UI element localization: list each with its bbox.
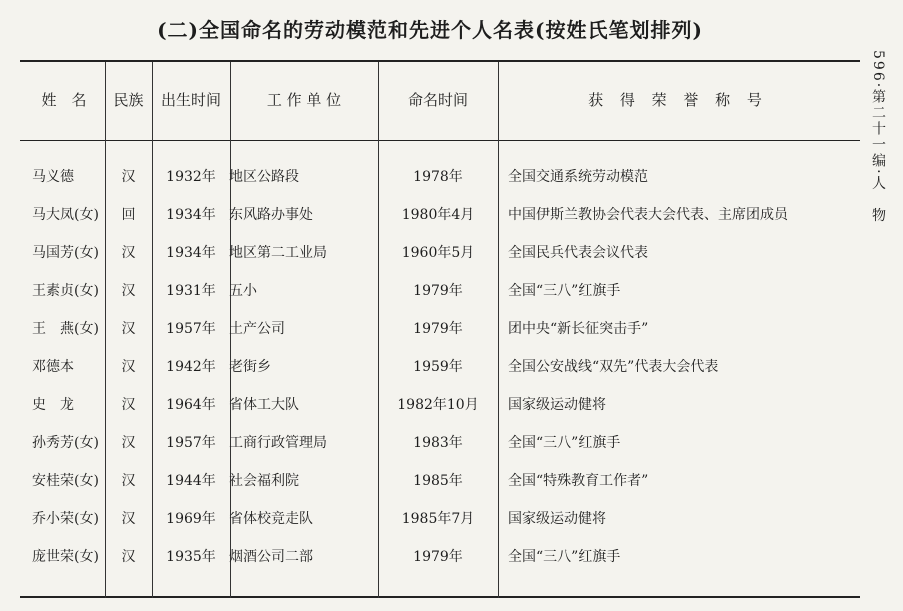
cell-named-time: 1979年 [413,283,463,299]
cell-unit: 烟酒公司二部 [229,549,313,565]
cell-ethnicity: 回 [121,207,136,223]
cell-name: 孙秀芳(女) [32,435,99,451]
table-bottom-rule [20,596,860,598]
cell-unit: 地区公路段 [229,169,299,185]
cell-named-time: 1960年5月 [401,245,475,261]
cell-unit: 省体工大队 [229,397,299,413]
table-top-rule [20,60,860,62]
cell-honor: 全国公安战线“双先”代表大会代表 [508,359,719,375]
cell-ethnicity: 汉 [121,359,136,375]
cell-ethnicity: 汉 [121,435,136,451]
cell-ethnicity: 汉 [121,473,136,489]
header-birth: 出生时间 [160,91,221,109]
cell-birth: 1957年 [166,321,216,337]
cell-named-time: 1983年 [413,435,463,451]
cell-name: 安桂荣(女) [32,473,99,489]
cell-unit: 五小 [229,283,257,299]
page-title: (二)全国命名的劳动模范和先进个人名表(按姓氏笔划排列) [157,18,703,42]
cell-ethnicity: 汉 [121,511,136,527]
cell-birth: 1931年 [166,283,216,299]
cell-ethnicity: 汉 [121,321,136,337]
cell-unit: 地区第二工业局 [229,245,327,261]
cell-name: 庞世荣(女) [32,549,99,565]
cell-named-time: 1959年 [413,359,463,375]
cell-birth: 1957年 [166,435,216,451]
header-ethnicity: 民族 [113,91,144,109]
cell-ethnicity: 汉 [121,549,136,565]
page-side-note: 596·第二十一编·人 物 [870,50,886,224]
cell-honor: 中国伊斯兰教协会代表大会代表、主席团成员 [508,207,788,223]
cell-honor: 国家级运动健将 [508,511,606,527]
cell-ethnicity: 汉 [121,169,136,185]
cell-unit: 老街乡 [229,359,271,375]
cell-honor: 全国交通系统劳动模范 [508,169,648,185]
cell-honor: 国家级运动健将 [508,397,606,413]
cell-honor: 全国“特殊教育工作者” [508,473,649,489]
cell-birth: 1932年 [166,169,216,185]
cell-name: 王 燕(女) [32,321,99,337]
header-name: 姓 名 [41,91,87,109]
cell-birth: 1934年 [166,207,216,223]
cell-unit: 社会福利院 [229,473,299,489]
cell-unit: 土产公司 [229,321,285,337]
cell-unit: 工商行政管理局 [229,435,327,451]
cell-named-time: 1982年10月 [397,397,479,413]
cell-honor: 全国“三八”红旗手 [508,435,621,451]
cell-name: 王素贞(女) [32,283,99,299]
cell-named-time: 1980年4月 [401,207,475,223]
cell-honor: 全国“三八”红旗手 [508,283,621,299]
cell-named-time: 1979年 [413,549,463,565]
cell-named-time: 1985年7月 [401,511,475,527]
column-divider [498,62,499,598]
cell-name: 乔小荣(女) [32,511,99,527]
cell-ethnicity: 汉 [121,397,136,413]
cell-birth: 1964年 [166,397,216,413]
table-header-rule [20,140,860,141]
cell-ethnicity: 汉 [121,283,136,299]
cell-birth: 1942年 [166,359,216,375]
header-honor: 获 得 荣 誉 称 号 [588,91,768,109]
cell-name: 马国芳(女) [32,245,99,261]
cell-named-time: 1985年 [413,473,463,489]
cell-birth: 1935年 [166,549,216,565]
cell-named-time: 1979年 [413,321,463,337]
cell-named-time: 1978年 [413,169,463,185]
cell-ethnicity: 汉 [121,245,136,261]
cell-name: 马大凤(女) [32,207,99,223]
cell-birth: 1934年 [166,245,216,261]
cell-name: 史 龙 [32,397,74,413]
cell-birth: 1944年 [166,473,216,489]
cell-unit: 东风路办事处 [229,207,313,223]
cell-name: 邓德本 [32,359,74,375]
header-named-time: 命名时间 [407,91,468,109]
cell-name: 马义德 [32,169,74,185]
header-unit: 工 作 单 位 [266,91,342,109]
cell-honor: 团中央“新长征突击手” [508,321,649,337]
cell-honor: 全国民兵代表会议代表 [508,245,648,261]
cell-birth: 1969年 [166,511,216,527]
cell-unit: 省体校竞走队 [229,511,313,527]
cell-honor: 全国“三八”红旗手 [508,549,621,565]
